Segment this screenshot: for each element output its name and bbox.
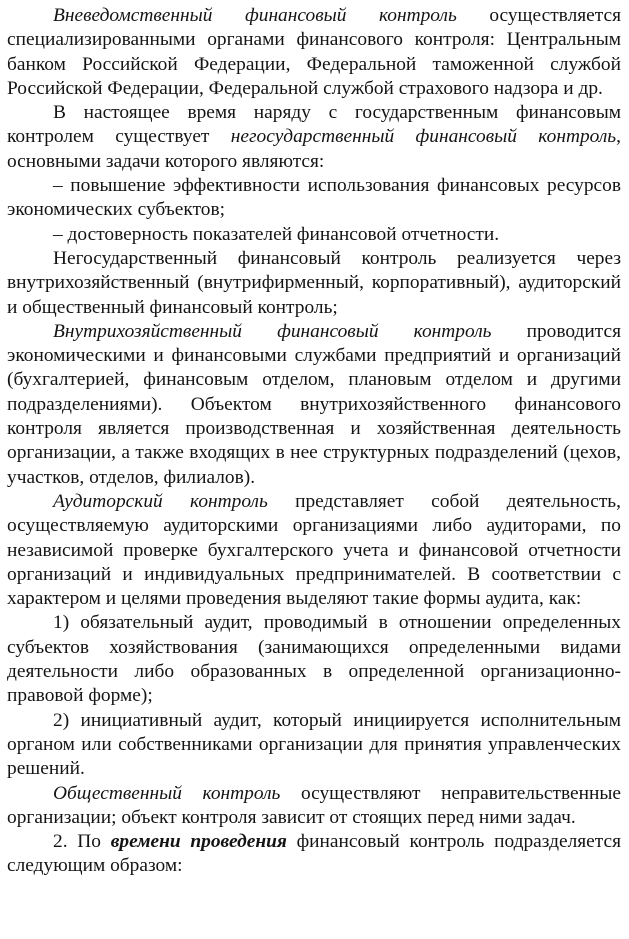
list-item-reliability bbox=[7, 223, 621, 247]
paragraph-text: представляет собой деятельность, осуществляемую аудиторскими организациями либо аудиторами, по независимой проверке бухгалтерского учета и финансовой отчетности организаций и индивидуальных предпринимателей. В соответствии с характером и целями проведения выделяют такие формы аудита, как: bbox=[7, 490, 621, 610]
paragraph-nongovernmental-forms bbox=[7, 247, 621, 320]
paragraph-audit-control bbox=[7, 490, 621, 611]
term-extradepartmental-control: Вневедомственный финансовый контроль bbox=[53, 5, 457, 26]
list-item-text: – повышение эффективности использования финансовых ресурсов экономических субъектов; bbox=[7, 175, 621, 221]
paragraph-nongovernmental-intro bbox=[7, 101, 621, 174]
paragraph-extradepartmental-control bbox=[7, 4, 621, 101]
term-public-control: Общественный контроль bbox=[53, 782, 281, 804]
term-audit-control: Аудиторский контроль bbox=[53, 490, 268, 512]
list-item-mandatory-audit bbox=[7, 611, 621, 708]
paragraph-internal-control bbox=[7, 320, 621, 490]
paragraph-text: осуществляется специализированными органами финансового контроля: Центральным банком Российской Федерации, Федеральной таможенной службой Российской Федерации, Федеральной службой страхового надзора и др. bbox=[7, 5, 622, 99]
paragraph-text: осуществляют неправительственные организации; объект контроля зависит от стоящих перед ними задач. bbox=[7, 782, 621, 828]
paragraph-text: Негосударственный финансовый контроль реализуется через внутрихозяйственный (внутрифирменный, корпоративный), аудиторский и общественный финансовый контроль; bbox=[7, 247, 621, 318]
list-item-efficiency bbox=[7, 174, 621, 223]
paragraph-text: финансовый контроль подразделяется следующим образом: bbox=[7, 831, 622, 877]
paragraph-text: 2. По bbox=[53, 831, 111, 853]
list-item-text: 2) инициативный аудит, который инициируется исполнительным органом или собственниками организации для принятия управленческих решений. bbox=[7, 709, 621, 780]
term-nongovernmental-control: негосударственный финансовый контроль bbox=[230, 126, 617, 148]
list-item-text: – достоверность показателей финансовой отчетности. bbox=[53, 223, 500, 245]
list-item-text: 1) обязательный аудит, проводимый в отношении определенных субъектов хозяйствования (занимающихся определенными видами деятельности либо образованных в определенной организационно-правовой форме); bbox=[7, 612, 621, 707]
paragraph-text: В настоящее время наряду с государственным финансовым контролем существует bbox=[7, 102, 621, 148]
term-time-of-conduct: времени проведения bbox=[110, 831, 287, 853]
paragraph-text: проводится экономическими и финансовыми службами предприятий и организаций (бухгалтерией, финансовым отделом, плановым отделом и другими подразделениями). Объектом внутрихозяйственного финансового контроля является производственная и хозяйственная деятельность организации, а также входящих в нее структурных подразделений (цехов, участков, отделов, филиалов). bbox=[7, 320, 621, 488]
list-item-initiative-audit bbox=[7, 709, 621, 782]
paragraph-public-control bbox=[7, 782, 621, 831]
paragraph-text: , основными задачи которого являются: bbox=[7, 126, 621, 172]
term-internal-control: Внутрихозяйственный финансовый контроль bbox=[53, 320, 492, 342]
paragraph-time-classification bbox=[7, 830, 621, 879]
